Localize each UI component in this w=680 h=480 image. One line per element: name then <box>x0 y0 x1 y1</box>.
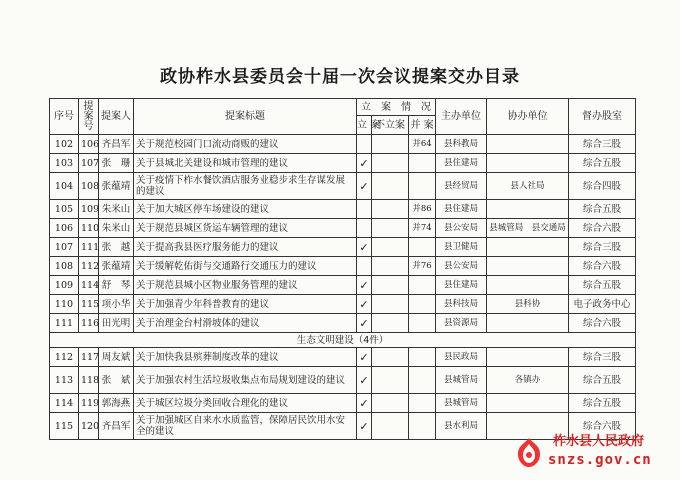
row-status-merged <box>409 348 436 367</box>
row-proposer: 张蕴靖 <box>99 257 134 276</box>
row-topic: 关于加强城区自来水水质监管，保障居民饮用水安全的建议 <box>134 413 357 440</box>
row-status-merged <box>409 154 436 173</box>
row-supervision-office: 综合五股 <box>569 154 636 173</box>
row-supervision-office: 综合三股 <box>569 238 636 257</box>
row-lead-unit: 县经贸局 <box>436 173 487 200</box>
row-status-not-filed <box>372 348 409 367</box>
row-topic: 关于规范县城区货运车辆管理的建议 <box>134 219 357 238</box>
row-seq: 111 <box>50 314 79 333</box>
row-proposer: 朱米山 <box>99 219 134 238</box>
row-lead-unit: 县住建局 <box>436 154 487 173</box>
row-lead-unit: 县水利局 <box>436 413 487 440</box>
row-supervision-office: 综合三股 <box>569 348 636 367</box>
row-proposal-no: 111 <box>79 238 99 257</box>
row-seq: 115 <box>50 413 79 440</box>
row-lead-unit: 县城管局 <box>436 367 487 394</box>
row-proposer: 齐昌军 <box>99 413 134 440</box>
row-status-merged <box>409 295 436 314</box>
row-status-merged <box>409 394 436 413</box>
row-status-filed: ✓ <box>357 314 372 333</box>
row-seq: 102 <box>50 135 79 154</box>
row-status-merged: 并64 <box>409 135 436 154</box>
row-status-not-filed <box>372 219 409 238</box>
row-assist-unit <box>487 238 569 257</box>
row-status-merged <box>409 413 436 440</box>
row-supervision-office: 综合三股 <box>569 135 636 154</box>
row-assist-unit: 县人社局 <box>487 173 569 200</box>
table-row <box>50 219 636 238</box>
row-status-filed: ✓ <box>357 238 372 257</box>
row-proposer: 郭海燕 <box>99 394 134 413</box>
row-proposal-no: 109 <box>79 200 99 219</box>
row-supervision-office: 综合五股 <box>569 276 636 295</box>
row-topic: 关于加大城区停车场建设的建议 <box>134 200 357 219</box>
row-seq: 103 <box>50 154 79 173</box>
header-proposer: 提案人 <box>99 99 134 135</box>
row-status-merged <box>409 314 436 333</box>
header-assist-unit: 协办单位 <box>487 99 569 135</box>
row-seq: 104 <box>50 173 79 200</box>
table-row <box>50 238 636 257</box>
row-lead-unit: 县科技局 <box>436 295 487 314</box>
row-seq: 105 <box>50 200 79 219</box>
table-row <box>50 295 636 314</box>
row-assist-unit <box>487 348 569 367</box>
row-proposer: 张蕴靖 <box>99 173 134 200</box>
row-proposer: 张 越 <box>99 238 134 257</box>
row-assist-unit: 县科协 <box>487 295 569 314</box>
row-status-filed: ✓ <box>357 394 372 413</box>
row-seq: 106 <box>50 219 79 238</box>
government-watermark <box>508 428 680 480</box>
row-seq: 110 <box>50 295 79 314</box>
row-status-not-filed <box>372 276 409 295</box>
table-row <box>50 314 636 333</box>
row-topic: 关于提高我县医疗服务能力的建议 <box>134 238 357 257</box>
row-proposal-no: 112 <box>79 257 99 276</box>
row-assist-unit <box>487 314 569 333</box>
row-status-merged <box>409 238 436 257</box>
header-status-merged: 并 案 <box>409 116 436 135</box>
watermark-name: 柞水县人民政府 <box>553 434 645 449</box>
row-lead-unit: 县公安局 <box>436 257 487 276</box>
row-status-not-filed <box>372 238 409 257</box>
row-supervision-office: 综合六股 <box>569 219 636 238</box>
header-topic: 提案标题 <box>134 99 357 135</box>
row-seq: 107 <box>50 238 79 257</box>
row-supervision-office: 综合五股 <box>569 367 636 394</box>
row-proposer: 齐昌军 <box>99 135 134 154</box>
row-lead-unit: 县住建局 <box>436 276 487 295</box>
row-assist-unit <box>487 394 569 413</box>
row-proposal-no: 116 <box>79 314 99 333</box>
row-seq: 108 <box>50 257 79 276</box>
row-proposer: 周友斌 <box>99 348 134 367</box>
row-topic: 关于疫情下柞水餐饮酒店服务业稳步求生存谋发展的建议 <box>134 173 357 200</box>
row-status-filed <box>357 257 372 276</box>
row-supervision-office: 综合五股 <box>569 394 636 413</box>
row-seq: 114 <box>50 394 79 413</box>
row-status-not-filed <box>372 154 409 173</box>
header-status: 立 案 情 况 <box>357 99 436 116</box>
section-title: 生态文明建设（4件） <box>50 333 636 348</box>
header-seq: 序号 <box>50 99 79 135</box>
row-proposal-no: 119 <box>79 394 99 413</box>
row-status-filed <box>357 200 372 219</box>
proposal-table <box>49 98 636 440</box>
row-status-merged: 并74 <box>409 219 436 238</box>
row-lead-unit: 县住建局 <box>436 200 487 219</box>
row-status-merged: 并86 <box>409 200 436 219</box>
row-supervision-office: 电子政务中心 <box>569 295 636 314</box>
row-topic: 关于加强青少年科普教育的建议 <box>134 295 357 314</box>
row-proposal-no: 117 <box>79 348 99 367</box>
header-lead-unit: 主办单位 <box>436 99 487 135</box>
row-status-filed: ✓ <box>357 348 372 367</box>
row-seq: 113 <box>50 367 79 394</box>
row-status-filed: ✓ <box>357 173 372 200</box>
row-status-filed: ✓ <box>357 276 372 295</box>
emblem-icon <box>514 436 544 470</box>
table-row <box>50 348 636 367</box>
row-proposal-no: 120 <box>79 413 99 440</box>
row-assist-unit <box>487 257 569 276</box>
row-status-not-filed <box>372 257 409 276</box>
row-supervision-office: 综合六股 <box>569 413 636 440</box>
row-status-filed: ✓ <box>357 295 372 314</box>
header-proposal-no: 提案号 <box>79 99 99 135</box>
row-topic: 关于缓解乾佑街与交通路行交通压力的建议 <box>134 257 357 276</box>
row-topic: 关于加强农村生活垃圾收集点布局规划建设的建议 <box>134 367 357 394</box>
section-row <box>50 333 636 348</box>
row-supervision-office: 综合六股 <box>569 257 636 276</box>
row-proposal-no: 106 <box>79 135 99 154</box>
row-status-not-filed <box>372 394 409 413</box>
row-supervision-office: 综合四股 <box>569 173 636 200</box>
row-proposer: 项小华 <box>99 295 134 314</box>
row-seq: 109 <box>50 276 79 295</box>
row-assist-unit <box>487 200 569 219</box>
row-assist-unit <box>487 154 569 173</box>
row-seq: 112 <box>50 348 79 367</box>
row-topic: 关于治理金台村滑坡体的建议 <box>134 314 357 333</box>
table-row <box>50 200 636 219</box>
row-status-not-filed <box>372 135 409 154</box>
table-row <box>50 367 636 394</box>
row-topic: 关于规范校园门口流动商贩的建议 <box>134 135 357 154</box>
row-proposal-no: 114 <box>79 276 99 295</box>
row-lead-unit: 县科教局 <box>436 135 487 154</box>
row-proposer: 舒 琴 <box>99 276 134 295</box>
row-status-not-filed <box>372 200 409 219</box>
row-status-filed <box>357 219 372 238</box>
row-lead-unit: 县公安局 <box>436 219 487 238</box>
page-title: 政协柞水县委员会十届一次会议提案交办目录 <box>160 67 520 87</box>
table-row <box>50 394 636 413</box>
row-status-not-filed <box>372 173 409 200</box>
row-status-merged <box>409 367 436 394</box>
watermark-url: snzs.gov.cn <box>548 452 652 468</box>
row-supervision-office: 综合五股 <box>569 200 636 219</box>
row-topic: 关于县城北关建设和城市管理的建议 <box>134 154 357 173</box>
row-status-filed: ✓ <box>357 413 372 440</box>
row-supervision-office: 综合六股 <box>569 314 636 333</box>
row-lead-unit: 县资源局 <box>436 314 487 333</box>
row-lead-unit: 县卫健局 <box>436 238 487 257</box>
row-status-filed: ✓ <box>357 367 372 394</box>
row-proposal-no: 107 <box>79 154 99 173</box>
row-status-not-filed <box>372 295 409 314</box>
row-proposal-no: 108 <box>79 173 99 200</box>
row-status-merged: 并76 <box>409 257 436 276</box>
row-assist-unit <box>487 135 569 154</box>
row-status-not-filed <box>372 367 409 394</box>
row-status-filed: ✓ <box>357 154 372 173</box>
row-status-filed <box>357 135 372 154</box>
header-status-not-filed: 不立案 <box>372 116 409 135</box>
header-supervision-office: 督办股室 <box>569 99 636 135</box>
header-status-filed: 立 案 <box>357 116 372 135</box>
row-status-merged <box>409 173 436 200</box>
row-proposal-no: 115 <box>79 295 99 314</box>
row-assist-unit: 各镇办 <box>487 367 569 394</box>
row-assist-unit <box>487 276 569 295</box>
row-status-merged <box>409 276 436 295</box>
row-proposer: 张 斌 <box>99 367 134 394</box>
row-topic: 关于规范县城小区物业服务管理的建议 <box>134 276 357 295</box>
row-proposer: 朱米山 <box>99 200 134 219</box>
row-proposal-no: 118 <box>79 367 99 394</box>
row-lead-unit: 县民政局 <box>436 348 487 367</box>
row-lead-unit: 县城管局 <box>436 394 487 413</box>
row-topic: 关于加快我县殡葬制度改革的建议 <box>134 348 357 367</box>
row-proposer: 张 珊 <box>99 154 134 173</box>
row-status-not-filed <box>372 314 409 333</box>
row-status-not-filed <box>372 413 409 440</box>
table-row <box>50 257 636 276</box>
table-row <box>50 173 636 200</box>
row-proposer: 田光明 <box>99 314 134 333</box>
row-assist-unit: 县城管局 县交通局 <box>487 219 569 238</box>
table-row <box>50 135 636 154</box>
row-topic: 关于城区垃圾分类回收合理化的建议 <box>134 394 357 413</box>
table-row <box>50 276 636 295</box>
row-proposal-no: 110 <box>79 219 99 238</box>
table-row <box>50 154 636 173</box>
